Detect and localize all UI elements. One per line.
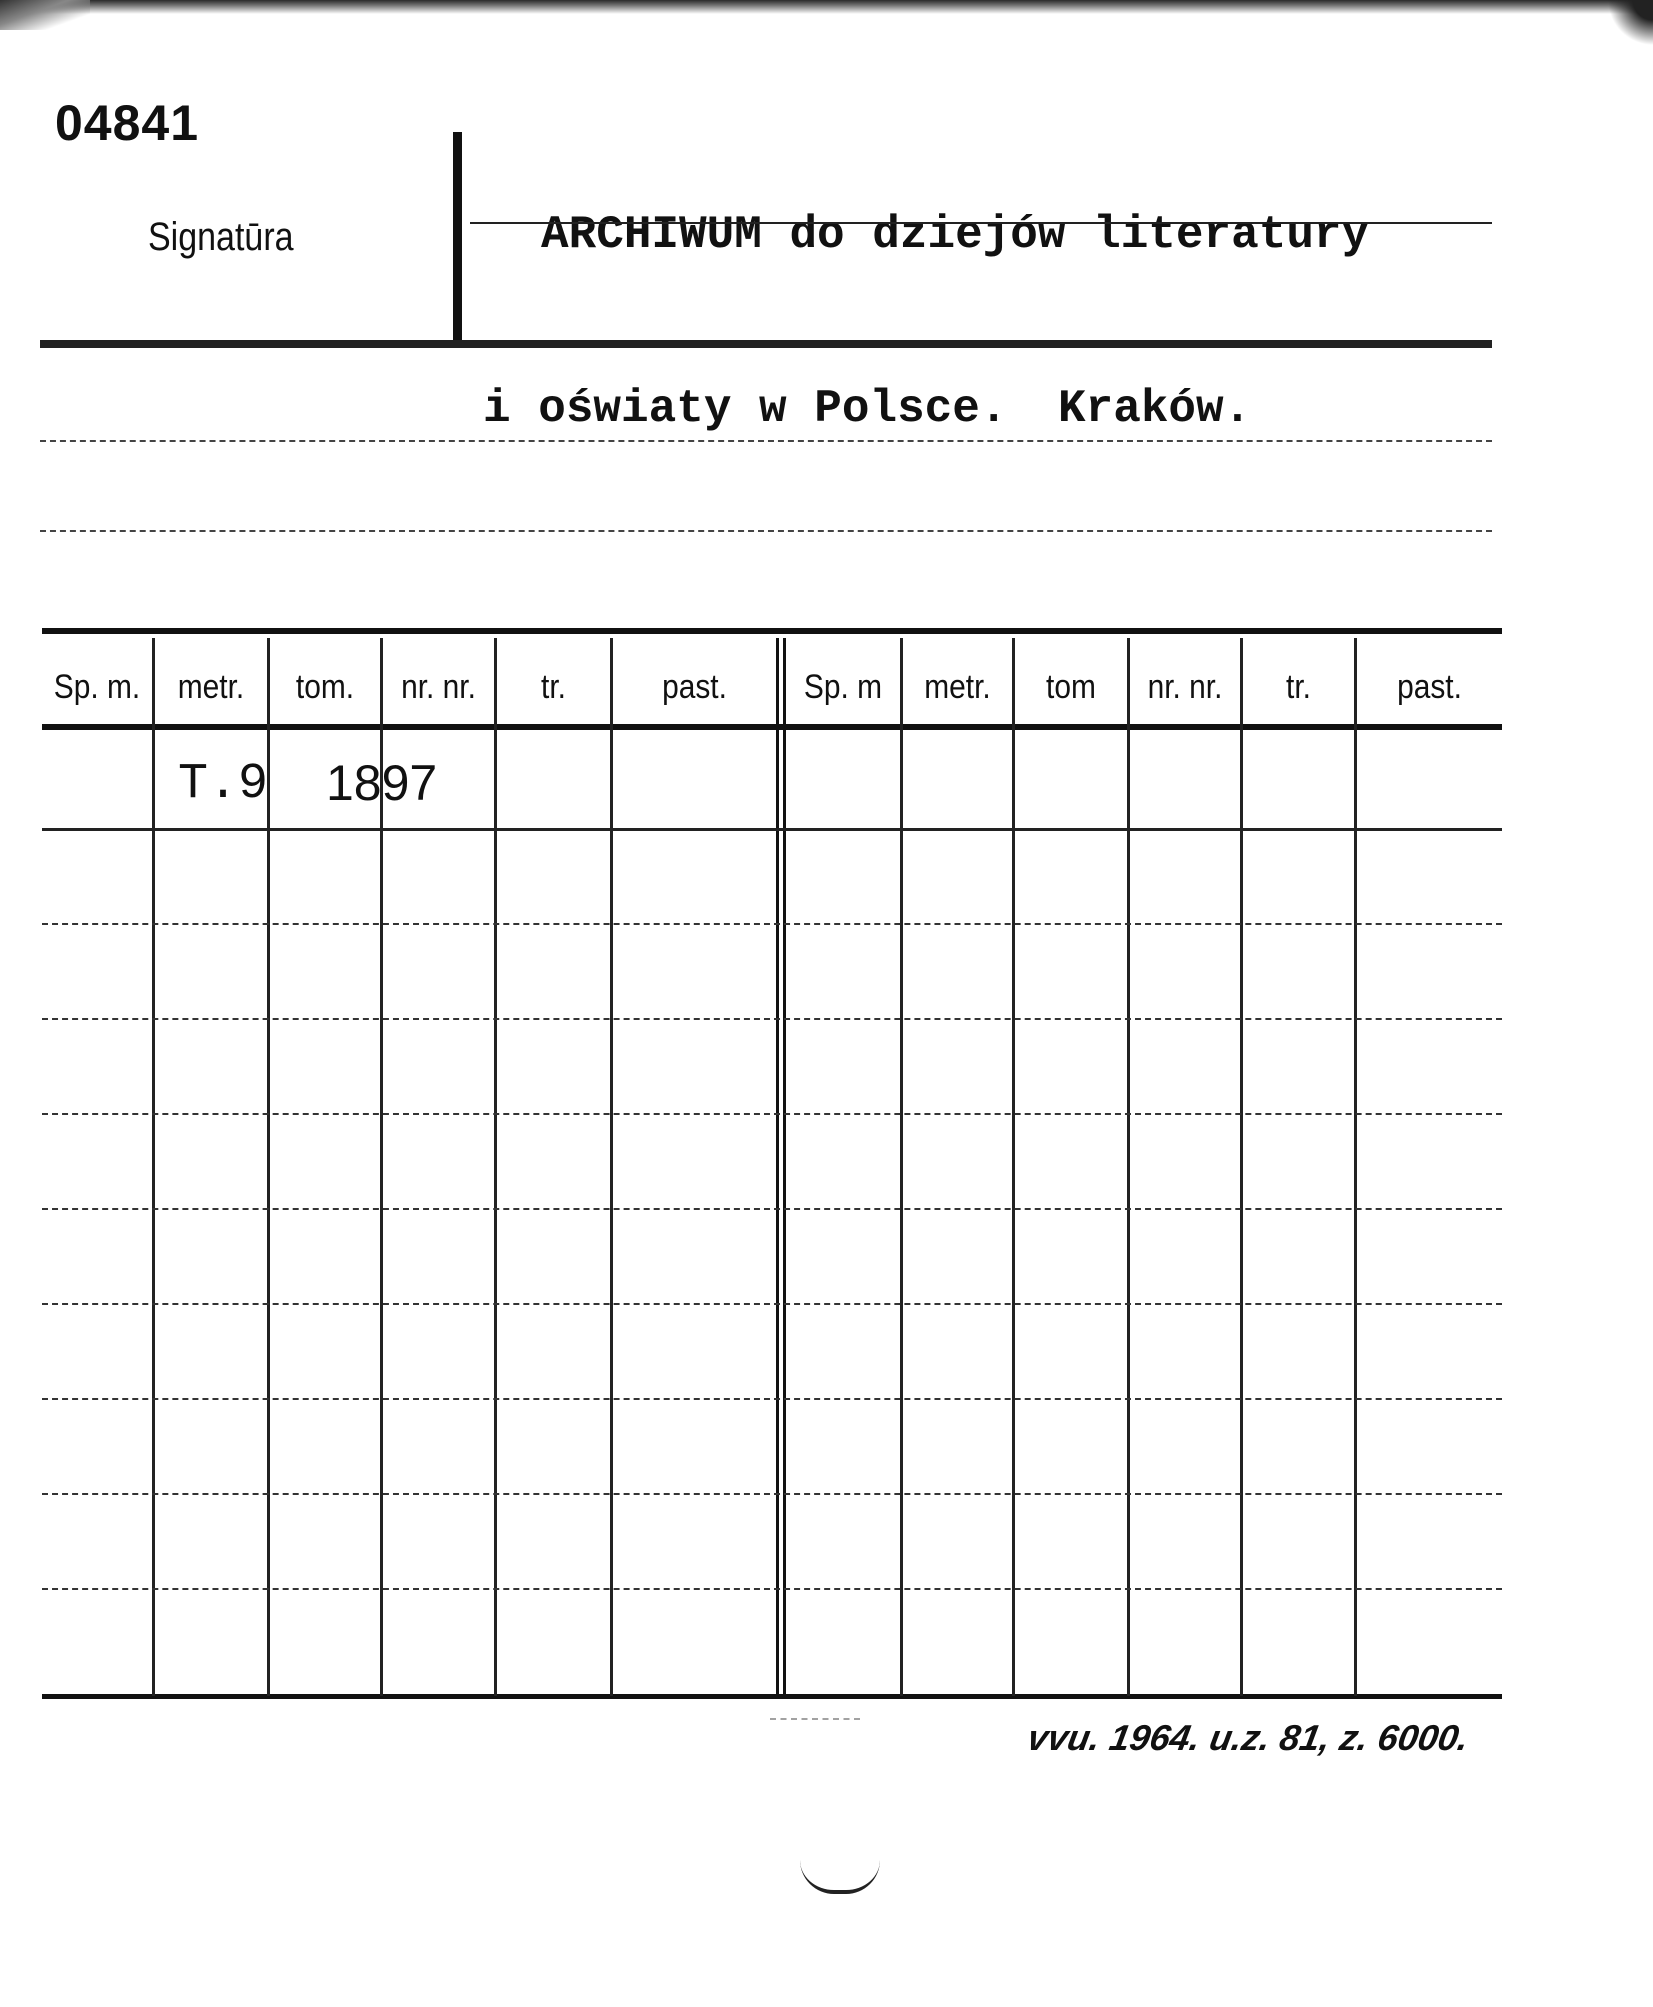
header-metr: metr. (177, 668, 245, 706)
table-row-line (42, 1493, 1502, 1495)
address-line-2 (40, 530, 1492, 532)
table-row-line (42, 1018, 1502, 1020)
column-divider (1127, 638, 1130, 1696)
card-number: 04841 (55, 95, 200, 151)
column-divider (1354, 638, 1357, 1696)
holdings-table (42, 628, 1502, 1700)
header-nr-nr-2: nr. nr. (1147, 668, 1223, 706)
table-row-line (42, 1303, 1502, 1305)
header-tr-2: tr. (1286, 668, 1311, 706)
title-underline (470, 222, 1492, 224)
table-header-rule (42, 724, 1502, 730)
pencil-smudge (770, 1718, 860, 1750)
header-tr: tr. (541, 668, 566, 706)
signatura-label: Signatūra (148, 215, 294, 259)
title-line-2: i oświaty w Polsce. (483, 383, 1008, 435)
table-row-line (42, 1113, 1502, 1115)
printer-note: vvu. 1964. u.z. 81, z. 6000. (1024, 1717, 1472, 1758)
header-tom: tom. (295, 668, 355, 706)
column-divider (494, 638, 497, 1696)
city-name: Kraków. (1058, 383, 1252, 435)
table-top-rule (42, 628, 1502, 634)
card-top-edge (0, 0, 1653, 14)
header-nr-nr: nr. nr. (401, 668, 476, 706)
header-metr-2: metr. (924, 668, 991, 706)
header-past: past. (662, 668, 727, 706)
header-past-2: past. (1397, 668, 1462, 706)
column-divider (1012, 638, 1015, 1696)
table-row-line (42, 1208, 1502, 1210)
header-sp-m-2: Sp. m (803, 668, 883, 706)
table-row-line (42, 923, 1502, 925)
card-edge-shadow (0, 0, 90, 30)
header-tom-2: tom (1046, 668, 1096, 706)
header-bottom-rule (40, 340, 1492, 348)
column-divider (1240, 638, 1243, 1696)
header-divider (453, 132, 462, 342)
table-row-line (42, 828, 1502, 831)
column-divider (900, 638, 903, 1696)
hole-mark (800, 1860, 880, 1894)
card-corner-shadow (1583, 0, 1653, 70)
table-bottom-rule (42, 1694, 1502, 1699)
center-double-divider (776, 638, 786, 1696)
column-divider (610, 638, 613, 1696)
column-divider (152, 638, 155, 1696)
archive-title (483, 90, 1483, 554)
title-line-1: ARCHIWUM do dziejów literatury (541, 209, 1370, 261)
table-row-line (42, 1588, 1502, 1590)
cell-tom-value: 1897 (326, 755, 438, 811)
header-sp-m: Sp. m. (53, 668, 141, 706)
address-line-1 (40, 440, 1492, 442)
cell-metr-value: T.9 (178, 756, 269, 813)
table-row-line (42, 1398, 1502, 1400)
